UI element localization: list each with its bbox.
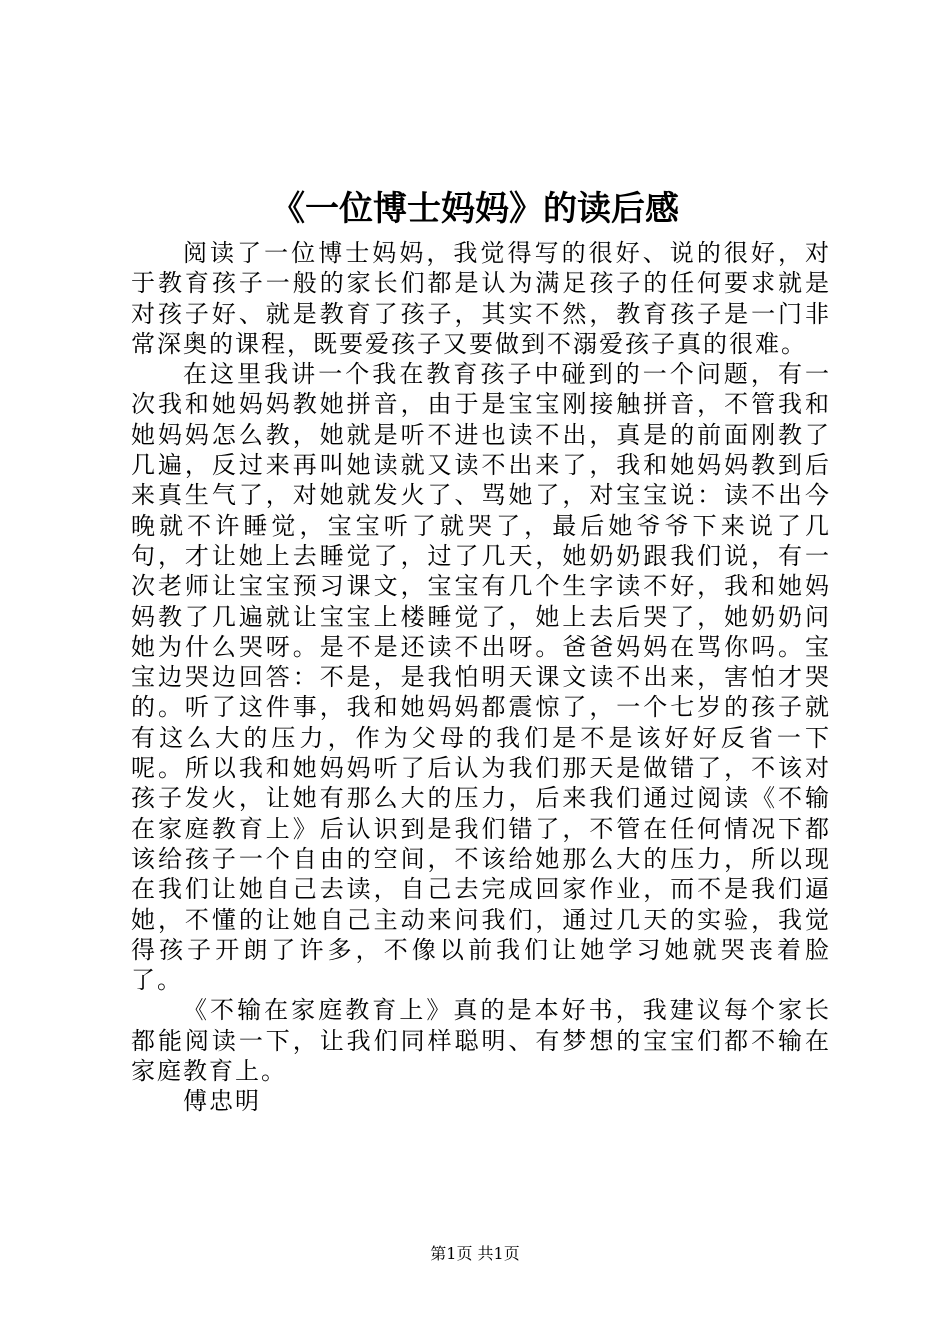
- paragraph-intro: 阅读了一位博士妈妈，我觉得写的很好、说的很好，对于教育孩子一般的家长们都是认为满足孩子的任何要求就是对孩子好、就是教育了孩子，其实不然，教育孩子是一门非常深奥的课程，既要爱孩子又要做到不溺爱孩子真的很难。: [131, 239, 831, 358]
- page-footer: 第1页 共1页: [430, 1244, 520, 1263]
- paragraph-conclusion: 《不输在家庭教育上》真的是本好书，我建议每个家长都能阅读一下，让我们同样聪明、有梦想的宝宝们都不输在家庭教育上。: [131, 996, 831, 1086]
- author-signature: 傅忠明: [183, 1087, 261, 1116]
- document-body: [131, 238, 831, 1117]
- paragraph-story: 在这里我讲一个我在教育孩子中碰到的一个问题，有一次我和她妈妈教她拼音，由于是宝宝刚接触拼音，不管我和她妈妈怎么教，她就是听不进也读不出，真是的前面刚教了几遍，反过来再叫她读就又读不出来了，我和她妈妈教到后来真生气了，对她就发火了、骂她了，对宝宝说：读不出今晚就不许睡觉，宝宝听了就哭了，最后她爷爷下来说了几句，才让她上去睡觉了，过了几天，她奶奶跟我们说，有一次老师让宝宝预习课文，宝宝有几个生字读不好，我和她妈妈教了几遍就让宝宝上楼睡觉了，她上去后哭了，她奶奶问她为什么哭呀。是不是还读不出呀。爸爸妈妈在骂你吗。宝宝边哭边回答：不是，是我怕明天课文读不出来，害怕才哭的。听了这件事，我和她妈妈都震惊了，一个七岁的孩子就有这么大的压力，作为父母的我们是不是该好好反省一下呢。所以我和她妈妈听了后认为我们那天是做错了，不该对孩子发火，让她有那么大的压力，后来我们通过阅读《不输在家庭教育上》后认识到是我们错了，不管在任何情况下都该给孩子一个自由的空间，不该给她那么大的压力，所以现在我们让她自己去读，自己去完成回家作业，而不是我们逼她，不懂的让她自己主动来问我们，通过几天的实验，我觉得孩子开朗了许多，不像以前我们让她学习她就哭丧着脸了。: [131, 360, 831, 995]
- document-title: 《一位博士妈妈》的读后感: [271, 189, 679, 229]
